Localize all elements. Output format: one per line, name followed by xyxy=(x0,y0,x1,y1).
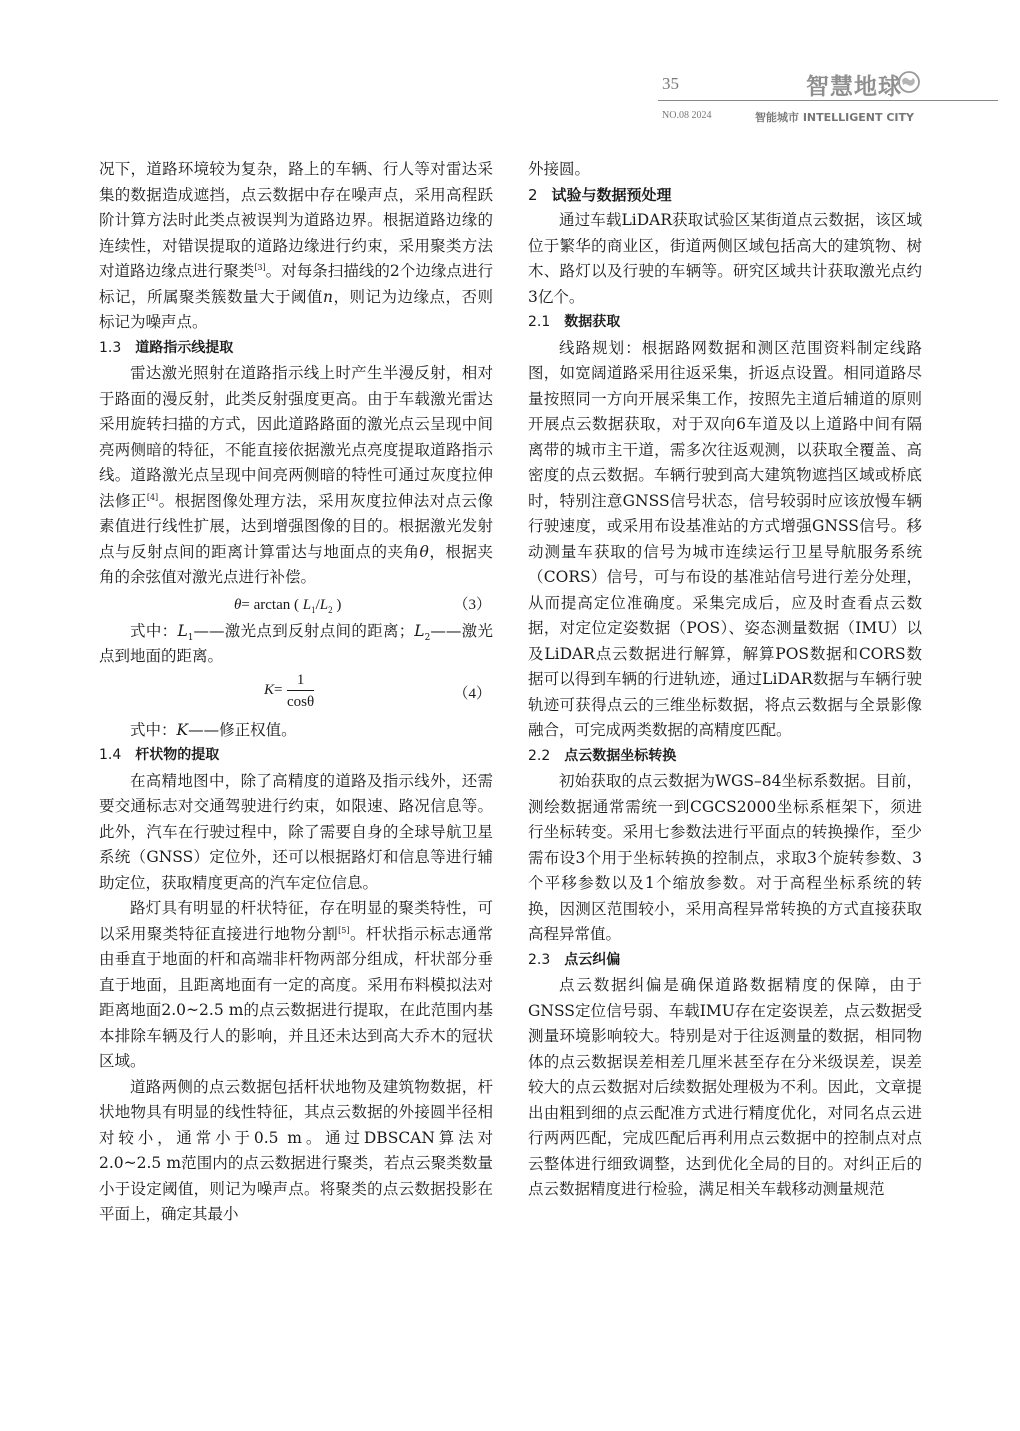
section-heading-1-4: 1.4 杆状物的提取 xyxy=(99,747,220,763)
paragraph: 况下，道路环境较为复杂，路上的车辆、行人等对雷达采集的数据造成遮挡，点云数据中存在噪声点，采用高程跃阶计算方法时此类点被误判为道路边界。根据道路边缘的连续性，对错误提取的道路边缘进行约束，采用聚类方法对道路边缘点进行聚类[3]。对每条扫描线的2个边缘点进行标记，所属聚类簇数量大于阈值n，则记为边缘点，否则标记为噪声点。 xyxy=(99,160,493,331)
paragraph: 雷达激光照射在道路指示线上时产生半漫反射，相对于路面的漫反射，此类反射强度更高。由于车载激光雷达采用旋转扫描的方式，因此道路路面的激光点云呈现中间亮两侧暗的特征，不能直接依据激光点亮度提取道路指示线。道路激光点呈现中间亮两侧暗的特性可通过灰度拉伸法修正[4]。根据图像处理方法，采用灰度拉伸法对点云像素值进行线性扩展，达到增强图像的目的。根据激光发射点与反射点间的距离计算雷达与地面点的夹角θ，根据夹角的余弦值对激光点进行补偿。 xyxy=(99,364,493,586)
page-header xyxy=(0,0,1020,130)
paragraph: 线路规划：根据路网数据和测区范围资料制定线路图，如宽阔道路采用往返采集，折返点设置。相同道路尽量按照同一方向开展采集工作，按照先主道后辅道的原则开展点云数据获取，对于双向6车道及以上道路中间有隔离带的城市主干道，需多次往返观测，以获取全覆盖、高密度的点云数据。车辆行驶到高大建筑物遮挡区域或桥底时，特别注意GNSS信号状态，信号较弱时应该放慢车辆行驶速度，或采用布设基准站的方式增强GNSS信号。移动测量车获取的信号为城市连续运行卫星导航服务系统（CORS）信号，可与布设的基准站信号进行差分处理，从而提高定位准确度。采集完成后，应及时查看点云数据，对定位定姿数据（POS）、姿态测量数据（IMU）以及LiDAR点云数据进行解算，解算POS数据和CORS数据可以得到车辆的行进轨迹，通过LiDAR数据与车辆行驶轨迹可获得点云的三维坐标数据，将点云数据与全景影像融合，可完成两类数据的高精度匹配。 xyxy=(528,338,922,739)
paragraph: 初始获取的点云数据为WGS–84坐标系数据。目前，测绘数据通常需统一到CGCS2000坐标系框架下，须进行坐标转变。采用七参数法进行平面点的转换操作，至少需布设3个用于坐标转换的控制点，求取3个旋转参数、3个平移参数以及1个缩放参数。对于高程坐标系统的转换，因测区范围较小，采用高程异常转换的方式直接获取高程异常值。 xyxy=(528,772,922,943)
section-heading-1-3: 1.3 道路指示线提取 xyxy=(99,339,234,356)
right-column xyxy=(528,157,922,1203)
issue-number: NO.08 2024 xyxy=(662,110,712,121)
equation-number: （3） xyxy=(453,596,491,613)
journal-brand: 智慧地球 xyxy=(806,74,902,100)
header-rule xyxy=(658,100,998,101)
equation-where: 式中：K——修正权值。 xyxy=(130,720,297,739)
equation-4: K= $\frac{1}{\cos\theta}$ （4） xyxy=(264,671,491,710)
globe-logo-icon xyxy=(897,70,921,94)
paragraph: 路灯具有明显的杆状特征，存在明显的聚类特性，可以采用聚类特征直接进行地物分割[5]。杆状指示标志通常由垂直于地面的杆和高端非杆物两部分组成，杆状部分垂直于地面，且距离地面有一定的高度。采用布料模拟法对距离地面2.0~2.5 m的点云数据进行提取，在此范围内基本排除车辆及行人的影响，并且还未达到高大乔木的冠状区域。 xyxy=(99,899,493,1070)
equation-3: θ= arctan ( $L_1/L_2$ ) （3） xyxy=(99,591,493,619)
equation-number: （4） xyxy=(453,685,491,702)
section-heading-2-1: 2.1 数据获取 xyxy=(528,314,621,330)
section-heading-2-3: 2.3 点云纠偏 xyxy=(528,951,621,968)
paragraph: 道路两侧的点云数据包括杆状地物及建筑物数据，杆状地物具有明显的线性特征，其点云数据的外接圆半径相对较小，通常小于0.5 m。通过DBSCAN算法对2.0~2.5 m范围内的点云数据进行聚类，若点云聚类数量小于设定阈值，则记为噪声点。将聚类的点云数据投影在平面上，确定其最小 xyxy=(99,1077,493,1223)
section-heading-2-2: 2.2 点云数据坐标转换 xyxy=(528,747,677,764)
paragraph: 通过车载LiDAR获取试验区某街道点云数据，该区域位于繁华的商业区，街道两侧区域包括高大的建筑物、树木、路灯以及行驶的车辆等。研究区域共计获取激光点约3亿个。 xyxy=(528,211,922,306)
paragraph: 外接圆。 xyxy=(528,160,591,178)
section-heading-2: 2 试验与数据预处理 xyxy=(528,185,672,204)
page-number: 35 xyxy=(662,74,679,93)
equation-where: 式中：$L_1——$激光点到反射点间的距离；$L_2——$激光点到地面的距离。 xyxy=(99,621,493,665)
left-column xyxy=(99,157,493,1228)
section-name: 智能城市 INTELLIGENT CITY xyxy=(755,111,914,124)
paragraph: 在高精地图中，除了高精度的道路及指示线外，还需要交通标志对交通驾驶进行约束，如限速、路况信息等。此外，汽车在行驶过程中，除了需要自身的全球导航卫星系统（GNSS）定位外，还可以根据路灯和信息等进行辅助定位，获取精度更高的汽车定位信息。 xyxy=(99,771,493,892)
paragraph: 点云数据纠偏是确保道路数据精度的保障，由于GNSS定位信号弱、车载IMU存在定姿误差，点云数据受测量环境影响较大。特别是对于往返测量的数据，相同物体的点云数据误差相差几厘米甚至存在分米级误差，误差较大的点云数据对后续数据处理极为不利。因此，文章提出由粗到细的点云配准方式进行精度优化，对同名点云进行两两匹配，完成匹配后再利用点云数据中的控制点对点云整体进行细致调整，达到优化全局的目的。对纠正后的点云数据精度进行检验，满足相关车载移动测量规范 xyxy=(528,976,922,1198)
